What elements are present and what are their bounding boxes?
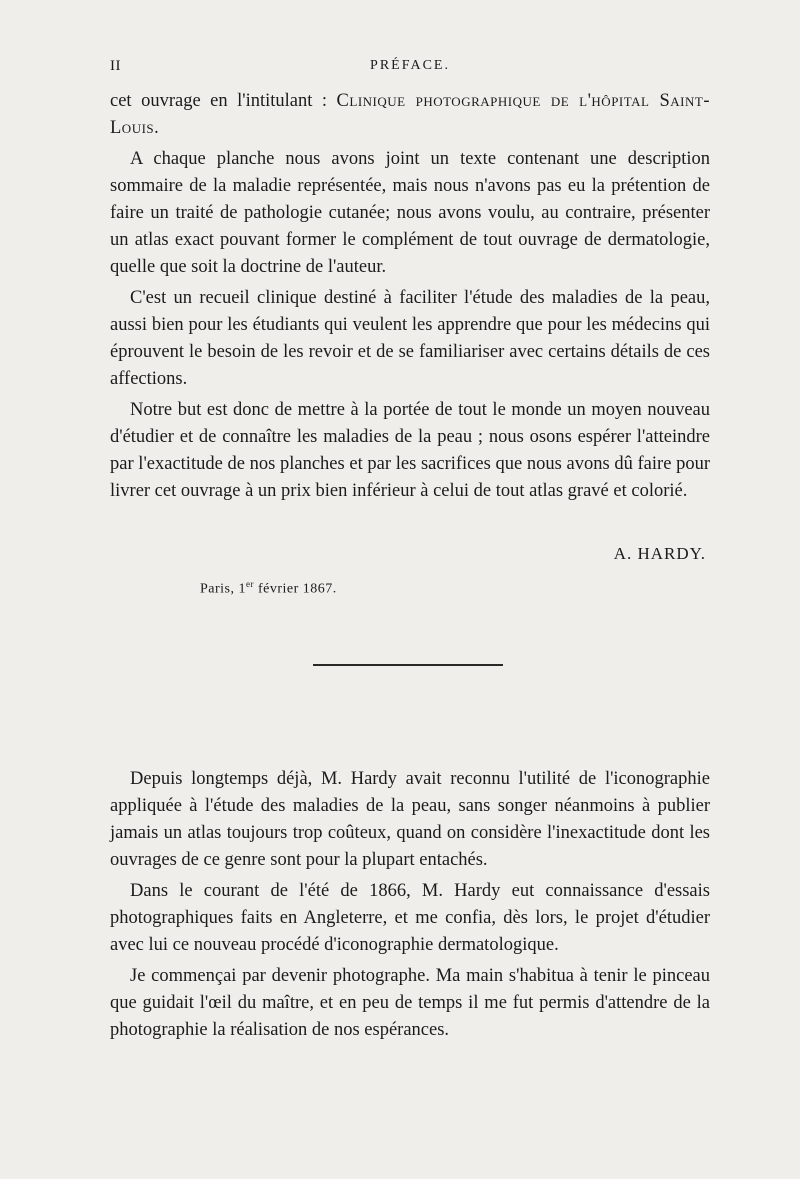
paragraph-description: A chaque planche nous avons joint un texte contenant une description sommaire de la maladie représentée, mais nous n'avons pas eu la prétention de faire un traité de pathologie cutanée; nous avons voulu, au contraire, présenter un atlas exact pouvant former le complément de tout ouvrage de dermatologie, quelle que soit la doctrine de l'auteur. xyxy=(110,149,710,277)
paragraph-continuation xyxy=(110,88,710,142)
paragraph-purpose: Notre but est donc de mettre à la portée de tout le monde un moyen nouveau d'étudier et de connaître les maladies de la peau ; nous osons espérer l'atteindre par l'exactitude de nos planches et par les sacrifices que nous avons dû faire pour livrer cet ouvrage à un prix bien inférieur à celui de tout atlas gravé et colorié. xyxy=(110,400,710,501)
paragraph-photographer: Je commençai par devenir photographe. Ma main s'habitua à tenir le pinceau que guidait l'œil du maître, et en peu de temps il me fut permis d'attendre de la photographie la réalisation de nos espérances. xyxy=(110,966,710,1040)
paragraph-clinical-collection: C'est un recueil clinique destiné à faciliter l'étude des maladies de la peau, aussi bien pour les étudiants qui veulent les apprendre que pour les médecins qui éprouvent le besoin de les revoir et de se familiariser avec certains détails de ces affections. xyxy=(110,288,710,389)
page-header xyxy=(110,58,710,80)
page-number: II xyxy=(110,58,121,74)
atlas-title: Clinique photographique de l'hôpital Saint-Louis. xyxy=(110,91,710,138)
dateline xyxy=(200,579,337,598)
dateline-place: Paris, 1 xyxy=(200,581,246,597)
author-signature: A. HARDY. xyxy=(613,544,706,563)
section-divider xyxy=(313,664,503,666)
dateline-date: février 1867. xyxy=(254,581,337,597)
preface-text-part-1 xyxy=(110,88,710,509)
paragraph-continuation-text: cet ouvrage en l'intitulant : xyxy=(110,91,337,111)
running-title: PRÉFACE. xyxy=(370,58,450,73)
preface-text-part-2 xyxy=(110,766,710,1048)
paragraph-iconography: Depuis longtemps déjà, M. Hardy avait reconnu l'utilité de l'iconographie appliquée à l'étude des maladies de la peau, sans songer néanmoins à publier jamais un atlas toujours trop coûteux, quand on considère l'inexactitude dont les ouvrages de ce genre sont pour la plupart entachés. xyxy=(110,769,710,870)
dateline-ordinal: er xyxy=(246,579,254,589)
paragraph-photographic-trials: Dans le courant de l'été de 1866, M. Hardy eut connaissance d'essais photographiques faits en Angleterre, et me confia, dès lors, le projet d'étudier avec lui ce nouveau procédé d'iconographie dermatologique. xyxy=(110,881,710,955)
